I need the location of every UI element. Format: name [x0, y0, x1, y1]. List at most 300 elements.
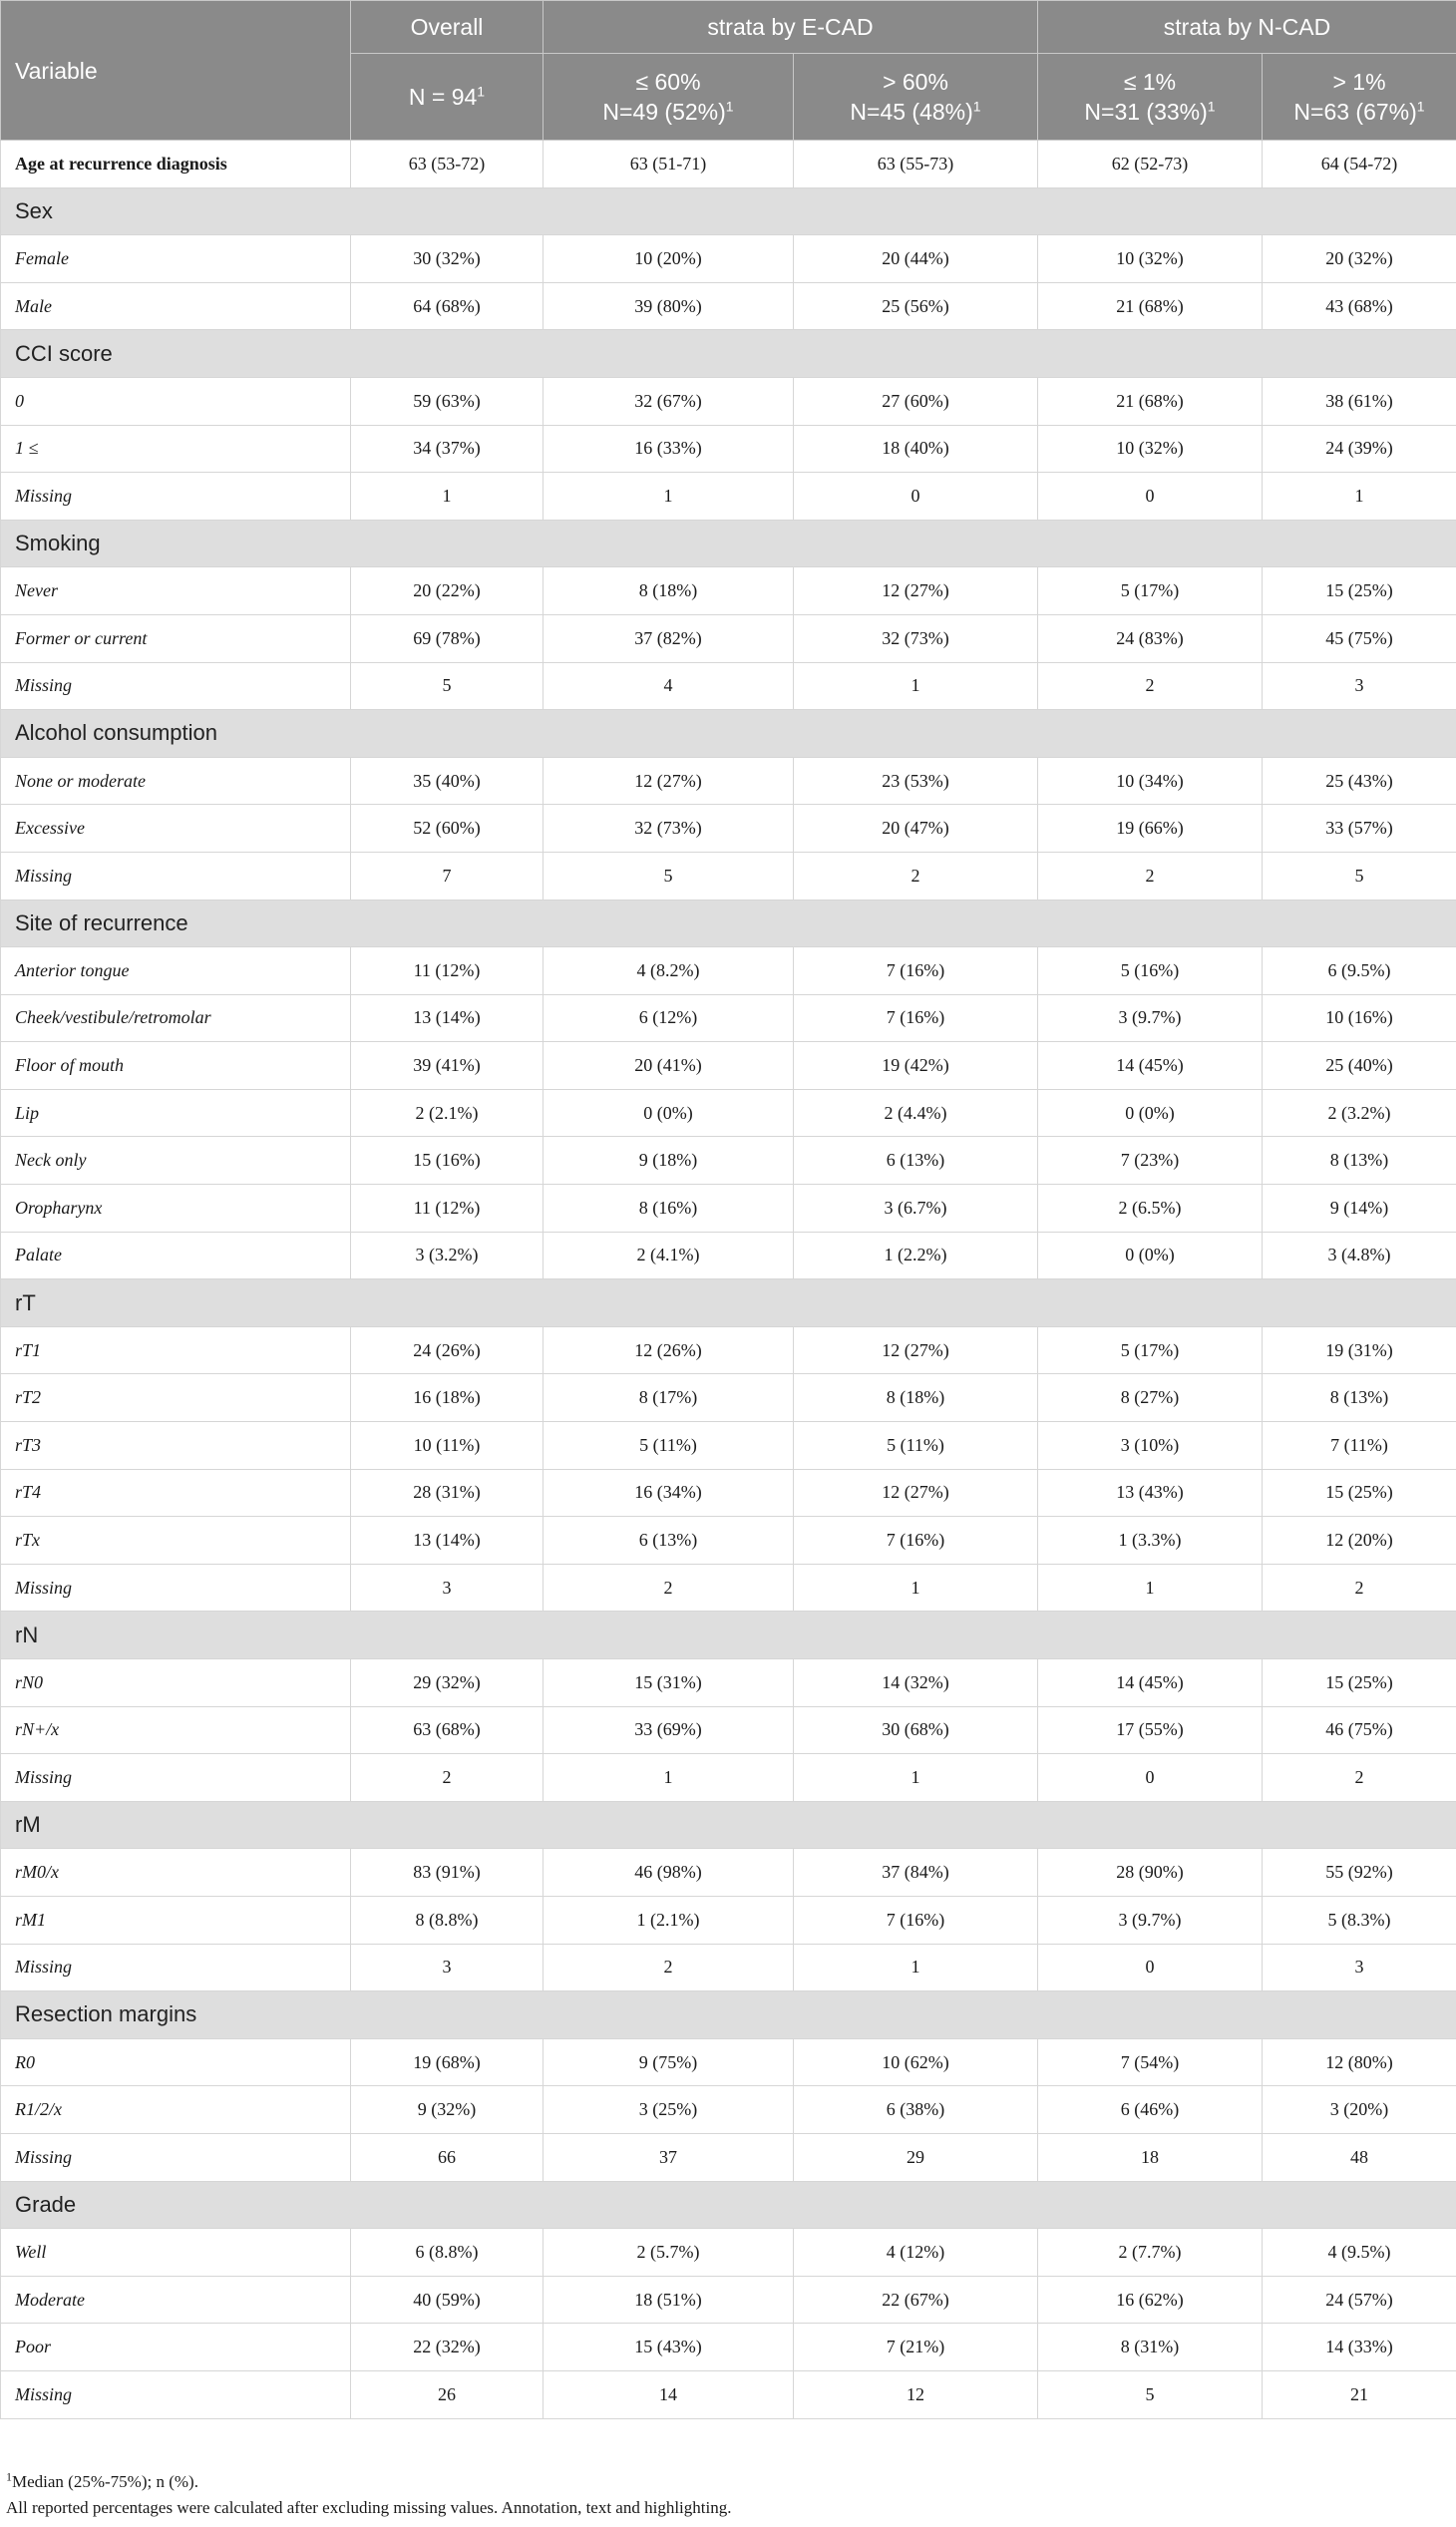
section-label: Sex — [1, 187, 1456, 235]
row-label: Former or current — [1, 614, 351, 662]
table-row — [1, 1517, 1456, 1565]
table-cell: 10 (32%) — [1038, 425, 1263, 473]
table-row — [1, 2324, 1456, 2371]
ncad-low-n: N=31 (33%) — [1084, 99, 1208, 125]
table-cell: 5 (17%) — [1038, 567, 1263, 615]
table-cell: 3 — [1263, 1944, 1456, 1991]
table-header — [1, 1, 1456, 141]
table-cell: 25 (43%) — [1263, 757, 1456, 805]
header-overall-n — [351, 54, 544, 141]
table-cell: 7 (23%) — [1038, 1137, 1263, 1185]
row-label: Male — [1, 282, 351, 330]
table-cell: 8 (16%) — [544, 1185, 794, 1233]
table-row — [1, 2086, 1456, 2134]
table-cell: 48 — [1263, 2133, 1456, 2181]
table-cell: 12 (27%) — [794, 1469, 1038, 1517]
table-cell: 18 (51%) — [544, 2276, 794, 2324]
ncad-high-label: > 1% — [1332, 69, 1386, 95]
table-cell: 62 (52-73) — [1038, 141, 1263, 188]
table-row — [1, 1137, 1456, 1185]
table-cell: 3 (20%) — [1263, 2086, 1456, 2134]
table-cell: 7 (16%) — [794, 947, 1038, 995]
row-label: 0 — [1, 377, 351, 425]
table-cell: 11 (12%) — [351, 1185, 544, 1233]
footnote-marker: 1 — [477, 83, 486, 100]
table-cell: 52 (60%) — [351, 805, 544, 853]
table-cell: 8 (13%) — [1263, 1374, 1456, 1422]
table-cell: 15 (25%) — [1263, 567, 1456, 615]
table-cell: 6 (13%) — [544, 1517, 794, 1565]
footnote-marker: 1 — [1207, 98, 1216, 115]
table-row — [1, 1706, 1456, 1754]
table-row — [1, 662, 1456, 710]
section-row — [1, 520, 1456, 567]
table-cell: 19 (66%) — [1038, 805, 1263, 853]
table-cell: 9 (32%) — [351, 2086, 544, 2134]
section-label: CCI score — [1, 330, 1456, 378]
table-cell: 6 (38%) — [794, 2086, 1038, 2134]
header-row-top — [1, 1, 1456, 54]
table-cell: 14 (45%) — [1038, 1659, 1263, 1707]
table-cell: 2 (4.4%) — [794, 1089, 1038, 1137]
table-cell: 38 (61%) — [1263, 377, 1456, 425]
table-row — [1, 2229, 1456, 2277]
table-row — [1, 1422, 1456, 1470]
table-cell: 17 (55%) — [1038, 1706, 1263, 1754]
table-cell: 19 (42%) — [794, 1042, 1038, 1090]
table-cell: 21 (68%) — [1038, 377, 1263, 425]
table-row — [1, 1849, 1456, 1897]
table-cell: 21 — [1263, 2370, 1456, 2418]
section-row — [1, 1279, 1456, 1327]
table-cell: 18 — [1038, 2133, 1263, 2181]
row-label: Moderate — [1, 2276, 351, 2324]
table-row — [1, 1944, 1456, 1991]
header-variable: Variable — [1, 1, 351, 141]
table-cell: 0 (0%) — [544, 1089, 794, 1137]
footnote-1-text: Median (25%-75%); n (%). — [12, 2472, 198, 2491]
table-cell: 3 (6.7%) — [794, 1185, 1038, 1233]
footnotes — [0, 2469, 1456, 2521]
table-cell: 1 — [794, 1944, 1038, 1991]
section-row — [1, 2181, 1456, 2229]
table-cell: 33 (57%) — [1263, 805, 1456, 853]
table-cell: 7 (11%) — [1263, 1422, 1456, 1470]
table-row — [1, 2370, 1456, 2418]
row-label: Neck only — [1, 1137, 351, 1185]
table-cell: 14 (33%) — [1263, 2324, 1456, 2371]
table-cell: 45 (75%) — [1263, 614, 1456, 662]
table-row — [1, 473, 1456, 521]
table-row — [1, 1232, 1456, 1279]
row-label: Floor of mouth — [1, 1042, 351, 1090]
table-cell: 22 (32%) — [351, 2324, 544, 2371]
table-row — [1, 1089, 1456, 1137]
header-ncad-low — [1038, 54, 1263, 141]
row-label: Missing — [1, 2370, 351, 2418]
row-label: rN0 — [1, 1659, 351, 1707]
table-row — [1, 1659, 1456, 1707]
table-cell: 55 (92%) — [1263, 1849, 1456, 1897]
table-row — [1, 757, 1456, 805]
table-cell: 6 (9.5%) — [1263, 947, 1456, 995]
table-row — [1, 1326, 1456, 1374]
table-cell: 19 (68%) — [351, 2038, 544, 2086]
table-cell: 32 (73%) — [794, 614, 1038, 662]
table-cell: 0 — [1038, 1754, 1263, 1802]
table-cell: 1 — [794, 662, 1038, 710]
table-cell: 13 (43%) — [1038, 1469, 1263, 1517]
table-cell: 20 (41%) — [544, 1042, 794, 1090]
table-cell: 8 (27%) — [1038, 1374, 1263, 1422]
table-cell: 12 (27%) — [794, 567, 1038, 615]
table-cell: 14 (32%) — [794, 1659, 1038, 1707]
section-label: Site of recurrence — [1, 900, 1456, 947]
table-cell: 3 (10%) — [1038, 1422, 1263, 1470]
table-cell: 39 (41%) — [351, 1042, 544, 1090]
table-cell: 34 (37%) — [351, 425, 544, 473]
table-cell: 7 (54%) — [1038, 2038, 1263, 2086]
table-cell: 12 (26%) — [544, 1326, 794, 1374]
table-cell: 30 (32%) — [351, 235, 544, 283]
table-cell: 32 (67%) — [544, 377, 794, 425]
row-label: rTx — [1, 1517, 351, 1565]
table-cell: 0 (0%) — [1038, 1232, 1263, 1279]
table-cell: 37 (84%) — [794, 1849, 1038, 1897]
section-row — [1, 1991, 1456, 2039]
table-row — [1, 2038, 1456, 2086]
table-cell: 5 — [1038, 2370, 1263, 2418]
table-cell: 11 (12%) — [351, 947, 544, 995]
table-cell: 24 (39%) — [1263, 425, 1456, 473]
section-label: rT — [1, 1279, 1456, 1327]
table-cell: 3 (25%) — [544, 2086, 794, 2134]
row-label: Anterior tongue — [1, 947, 351, 995]
table-cell: 7 (16%) — [794, 1517, 1038, 1565]
row-label: Missing — [1, 2133, 351, 2181]
table-cell: 59 (63%) — [351, 377, 544, 425]
table-cell: 12 (80%) — [1263, 2038, 1456, 2086]
footnote-2: All reported percentages were calculated after excluding missing values. Annotation, text and highlighting. — [6, 2498, 732, 2517]
table-cell: 6 (12%) — [544, 994, 794, 1042]
table-cell: 8 (18%) — [544, 567, 794, 615]
table-cell: 23 (53%) — [794, 757, 1038, 805]
table-row — [1, 235, 1456, 283]
table-row — [1, 2133, 1456, 2181]
table-row — [1, 1469, 1456, 1517]
table-row — [1, 994, 1456, 1042]
row-label: Cheek/vestibule/retromolar — [1, 994, 351, 1042]
table-cell: 27 (60%) — [794, 377, 1038, 425]
table-cell: 37 (82%) — [544, 614, 794, 662]
table-cell: 25 (56%) — [794, 282, 1038, 330]
section-row — [1, 187, 1456, 235]
table-cell: 22 (67%) — [794, 2276, 1038, 2324]
table-cell: 5 (11%) — [794, 1422, 1038, 1470]
row-label: rM1 — [1, 1896, 351, 1944]
overall-n-text: N = 94 — [408, 84, 478, 110]
table-cell: 16 (62%) — [1038, 2276, 1263, 2324]
row-label: Missing — [1, 662, 351, 710]
table-cell: 1 — [544, 473, 794, 521]
section-label: rN — [1, 1612, 1456, 1659]
ecad-high-n: N=45 (48%) — [850, 99, 973, 125]
table-cell: 10 (34%) — [1038, 757, 1263, 805]
table-cell: 40 (59%) — [351, 2276, 544, 2324]
table-cell: 66 — [351, 2133, 544, 2181]
table-row — [1, 1042, 1456, 1090]
table-cell: 12 — [794, 2370, 1038, 2418]
table-cell: 28 (31%) — [351, 1469, 544, 1517]
header-ecad-high — [794, 54, 1038, 141]
table-cell: 2 — [1038, 662, 1263, 710]
table-cell: 10 (11%) — [351, 1422, 544, 1470]
table-cell: 3 (9.7%) — [1038, 994, 1263, 1042]
table-cell: 2 — [351, 1754, 544, 1802]
table-cell: 46 (75%) — [1263, 1706, 1456, 1754]
table-cell: 5 (11%) — [544, 1422, 794, 1470]
row-label: Poor — [1, 2324, 351, 2371]
row-label: Age at recurrence diagnosis — [1, 141, 351, 188]
ncad-low-label: ≤ 1% — [1123, 69, 1177, 95]
table-cell: 2 — [1038, 852, 1263, 900]
table-cell: 24 (26%) — [351, 1326, 544, 1374]
table-body — [1, 141, 1456, 2419]
table-cell: 0 (0%) — [1038, 1089, 1263, 1137]
table-cell: 69 (78%) — [351, 614, 544, 662]
table-cell: 2 — [1263, 1564, 1456, 1612]
table-cell: 7 — [351, 852, 544, 900]
table-cell: 3 (9.7%) — [1038, 1896, 1263, 1944]
table-cell: 4 — [544, 662, 794, 710]
table-cell: 2 — [794, 852, 1038, 900]
section-row — [1, 710, 1456, 758]
table-cell: 12 (27%) — [794, 1326, 1038, 1374]
table-cell: 9 (14%) — [1263, 1185, 1456, 1233]
header-ncad-high — [1263, 54, 1456, 141]
table-cell: 16 (18%) — [351, 1374, 544, 1422]
table-cell: 37 — [544, 2133, 794, 2181]
row-label: Missing — [1, 1564, 351, 1612]
table-row — [1, 425, 1456, 473]
table-cell: 26 — [351, 2370, 544, 2418]
table-row — [1, 1374, 1456, 1422]
table-cell: 15 (43%) — [544, 2324, 794, 2371]
table-cell: 6 (46%) — [1038, 2086, 1263, 2134]
section-label: Resection margins — [1, 1991, 1456, 2039]
header-ecad: strata by E-CAD — [544, 1, 1038, 54]
table-row — [1, 2276, 1456, 2324]
table-cell: 64 (54-72) — [1263, 141, 1456, 188]
table-cell: 7 (16%) — [794, 994, 1038, 1042]
row-label: Excessive — [1, 805, 351, 853]
table-cell: 20 (44%) — [794, 235, 1038, 283]
table-cell: 4 (9.5%) — [1263, 2229, 1456, 2277]
section-row — [1, 1612, 1456, 1659]
row-label: Female — [1, 235, 351, 283]
header-ecad-low — [544, 54, 794, 141]
footnote-marker: 1 — [725, 98, 734, 115]
table-cell: 64 (68%) — [351, 282, 544, 330]
table-row — [1, 852, 1456, 900]
table-row — [1, 947, 1456, 995]
table-cell: 2 (3.2%) — [1263, 1089, 1456, 1137]
ecad-low-n: N=49 (52%) — [602, 99, 726, 125]
table-cell: 63 (53-72) — [351, 141, 544, 188]
table-cell: 10 (62%) — [794, 2038, 1038, 2086]
section-label: Grade — [1, 2181, 1456, 2229]
table-cell: 5 (16%) — [1038, 947, 1263, 995]
table-cell: 2 (5.7%) — [544, 2229, 794, 2277]
table-cell: 10 (16%) — [1263, 994, 1456, 1042]
table-cell: 6 (13%) — [794, 1137, 1038, 1185]
table-cell: 1 — [794, 1564, 1038, 1612]
table-cell: 1 (2.2%) — [794, 1232, 1038, 1279]
row-label: R0 — [1, 2038, 351, 2086]
table-cell: 2 (7.7%) — [1038, 2229, 1263, 2277]
table-cell: 16 (34%) — [544, 1469, 794, 1517]
table-cell: 13 (14%) — [351, 994, 544, 1042]
row-label: Missing — [1, 473, 351, 521]
table-cell: 2 — [544, 1564, 794, 1612]
table-cell: 4 (8.2%) — [544, 947, 794, 995]
table-cell: 33 (69%) — [544, 1706, 794, 1754]
table-cell: 8 (13%) — [1263, 1137, 1456, 1185]
table-cell: 35 (40%) — [351, 757, 544, 805]
table-row — [1, 141, 1456, 188]
table-cell: 18 (40%) — [794, 425, 1038, 473]
table-cell: 2 (2.1%) — [351, 1089, 544, 1137]
row-label: Oropharynx — [1, 1185, 351, 1233]
table-cell: 43 (68%) — [1263, 282, 1456, 330]
table-cell: 5 (17%) — [1038, 1326, 1263, 1374]
table-row — [1, 805, 1456, 853]
table-cell: 15 (25%) — [1263, 1659, 1456, 1707]
table-cell: 3 (4.8%) — [1263, 1232, 1456, 1279]
table-cell: 20 (32%) — [1263, 235, 1456, 283]
table-cell: 2 (6.5%) — [1038, 1185, 1263, 1233]
row-label: Missing — [1, 1754, 351, 1802]
table-cell: 28 (90%) — [1038, 1849, 1263, 1897]
table-cell: 0 — [794, 473, 1038, 521]
table-cell: 25 (40%) — [1263, 1042, 1456, 1090]
table-row — [1, 282, 1456, 330]
table-cell: 1 — [1263, 473, 1456, 521]
table-cell: 6 (8.8%) — [351, 2229, 544, 2277]
table-cell: 1 — [1038, 1564, 1263, 1612]
footnote-1 — [6, 2469, 1456, 2495]
table-cell: 1 — [544, 1754, 794, 1802]
table-cell: 0 — [1038, 473, 1263, 521]
section-row — [1, 1801, 1456, 1849]
table-cell: 12 (27%) — [544, 757, 794, 805]
table-row — [1, 1564, 1456, 1612]
table-cell: 7 (16%) — [794, 1896, 1038, 1944]
section-label: rM — [1, 1801, 1456, 1849]
table-cell: 20 (22%) — [351, 567, 544, 615]
row-label: rT4 — [1, 1469, 351, 1517]
section-label: Alcohol consumption — [1, 710, 1456, 758]
table-row — [1, 1185, 1456, 1233]
table-cell: 3 — [1263, 662, 1456, 710]
row-label: Missing — [1, 1944, 351, 1991]
section-label: Smoking — [1, 520, 1456, 567]
table-cell: 3 — [351, 1944, 544, 1991]
row-label: None or moderate — [1, 757, 351, 805]
ecad-high-label: > 60% — [883, 69, 948, 95]
table-cell: 24 (57%) — [1263, 2276, 1456, 2324]
table-cell: 8 (18%) — [794, 1374, 1038, 1422]
table-cell: 7 (21%) — [794, 2324, 1038, 2371]
table-row — [1, 377, 1456, 425]
table-cell: 10 (32%) — [1038, 235, 1263, 283]
table-cell: 63 (51-71) — [544, 141, 794, 188]
table-cell: 5 — [544, 852, 794, 900]
header-ncad: strata by N-CAD — [1038, 1, 1456, 54]
row-label: rT2 — [1, 1374, 351, 1422]
ecad-low-label: ≤ 60% — [635, 69, 701, 95]
table-row — [1, 614, 1456, 662]
table-row — [1, 1896, 1456, 1944]
footnote-marker: 1 — [1416, 98, 1425, 115]
row-label: Palate — [1, 1232, 351, 1279]
table-cell: 2 — [1263, 1754, 1456, 1802]
table-cell: 2 — [544, 1944, 794, 1991]
table-cell: 29 (32%) — [351, 1659, 544, 1707]
row-label: Missing — [1, 852, 351, 900]
table-cell: 5 — [1263, 852, 1456, 900]
table-cell: 29 — [794, 2133, 1038, 2181]
header-overall: Overall — [351, 1, 544, 54]
ncad-high-n: N=63 (67%) — [1293, 99, 1417, 125]
table-cell: 16 (33%) — [544, 425, 794, 473]
row-label: rN+/x — [1, 1706, 351, 1754]
table-cell: 9 (18%) — [544, 1137, 794, 1185]
table-cell: 5 — [351, 662, 544, 710]
table-cell: 46 (98%) — [544, 1849, 794, 1897]
table-cell: 2 (4.1%) — [544, 1232, 794, 1279]
footnote-marker: 1 — [6, 2469, 12, 2484]
section-row — [1, 330, 1456, 378]
table-cell: 9 (75%) — [544, 2038, 794, 2086]
table-cell: 1 — [351, 473, 544, 521]
table-cell: 83 (91%) — [351, 1849, 544, 1897]
footnote-marker: 1 — [972, 98, 981, 115]
table-cell: 8 (17%) — [544, 1374, 794, 1422]
table-cell: 15 (25%) — [1263, 1469, 1456, 1517]
table-cell: 4 (12%) — [794, 2229, 1038, 2277]
table-cell: 24 (83%) — [1038, 614, 1263, 662]
row-label: rT1 — [1, 1326, 351, 1374]
row-label: 1 ≤ — [1, 425, 351, 473]
section-row — [1, 900, 1456, 947]
table-row — [1, 567, 1456, 615]
table-cell: 14 — [544, 2370, 794, 2418]
table-cell: 14 (45%) — [1038, 1042, 1263, 1090]
table-cell: 12 (20%) — [1263, 1517, 1456, 1565]
table-cell: 3 (3.2%) — [351, 1232, 544, 1279]
table-cell: 10 (20%) — [544, 235, 794, 283]
table-cell: 0 — [1038, 1944, 1263, 1991]
table-cell: 63 (55-73) — [794, 141, 1038, 188]
table-cell: 32 (73%) — [544, 805, 794, 853]
row-label: rM0/x — [1, 1849, 351, 1897]
table-cell: 20 (47%) — [794, 805, 1038, 853]
table-cell: 13 (14%) — [351, 1517, 544, 1565]
table-cell: 15 (16%) — [351, 1137, 544, 1185]
table-cell: 3 — [351, 1564, 544, 1612]
table-cell: 1 — [794, 1754, 1038, 1802]
